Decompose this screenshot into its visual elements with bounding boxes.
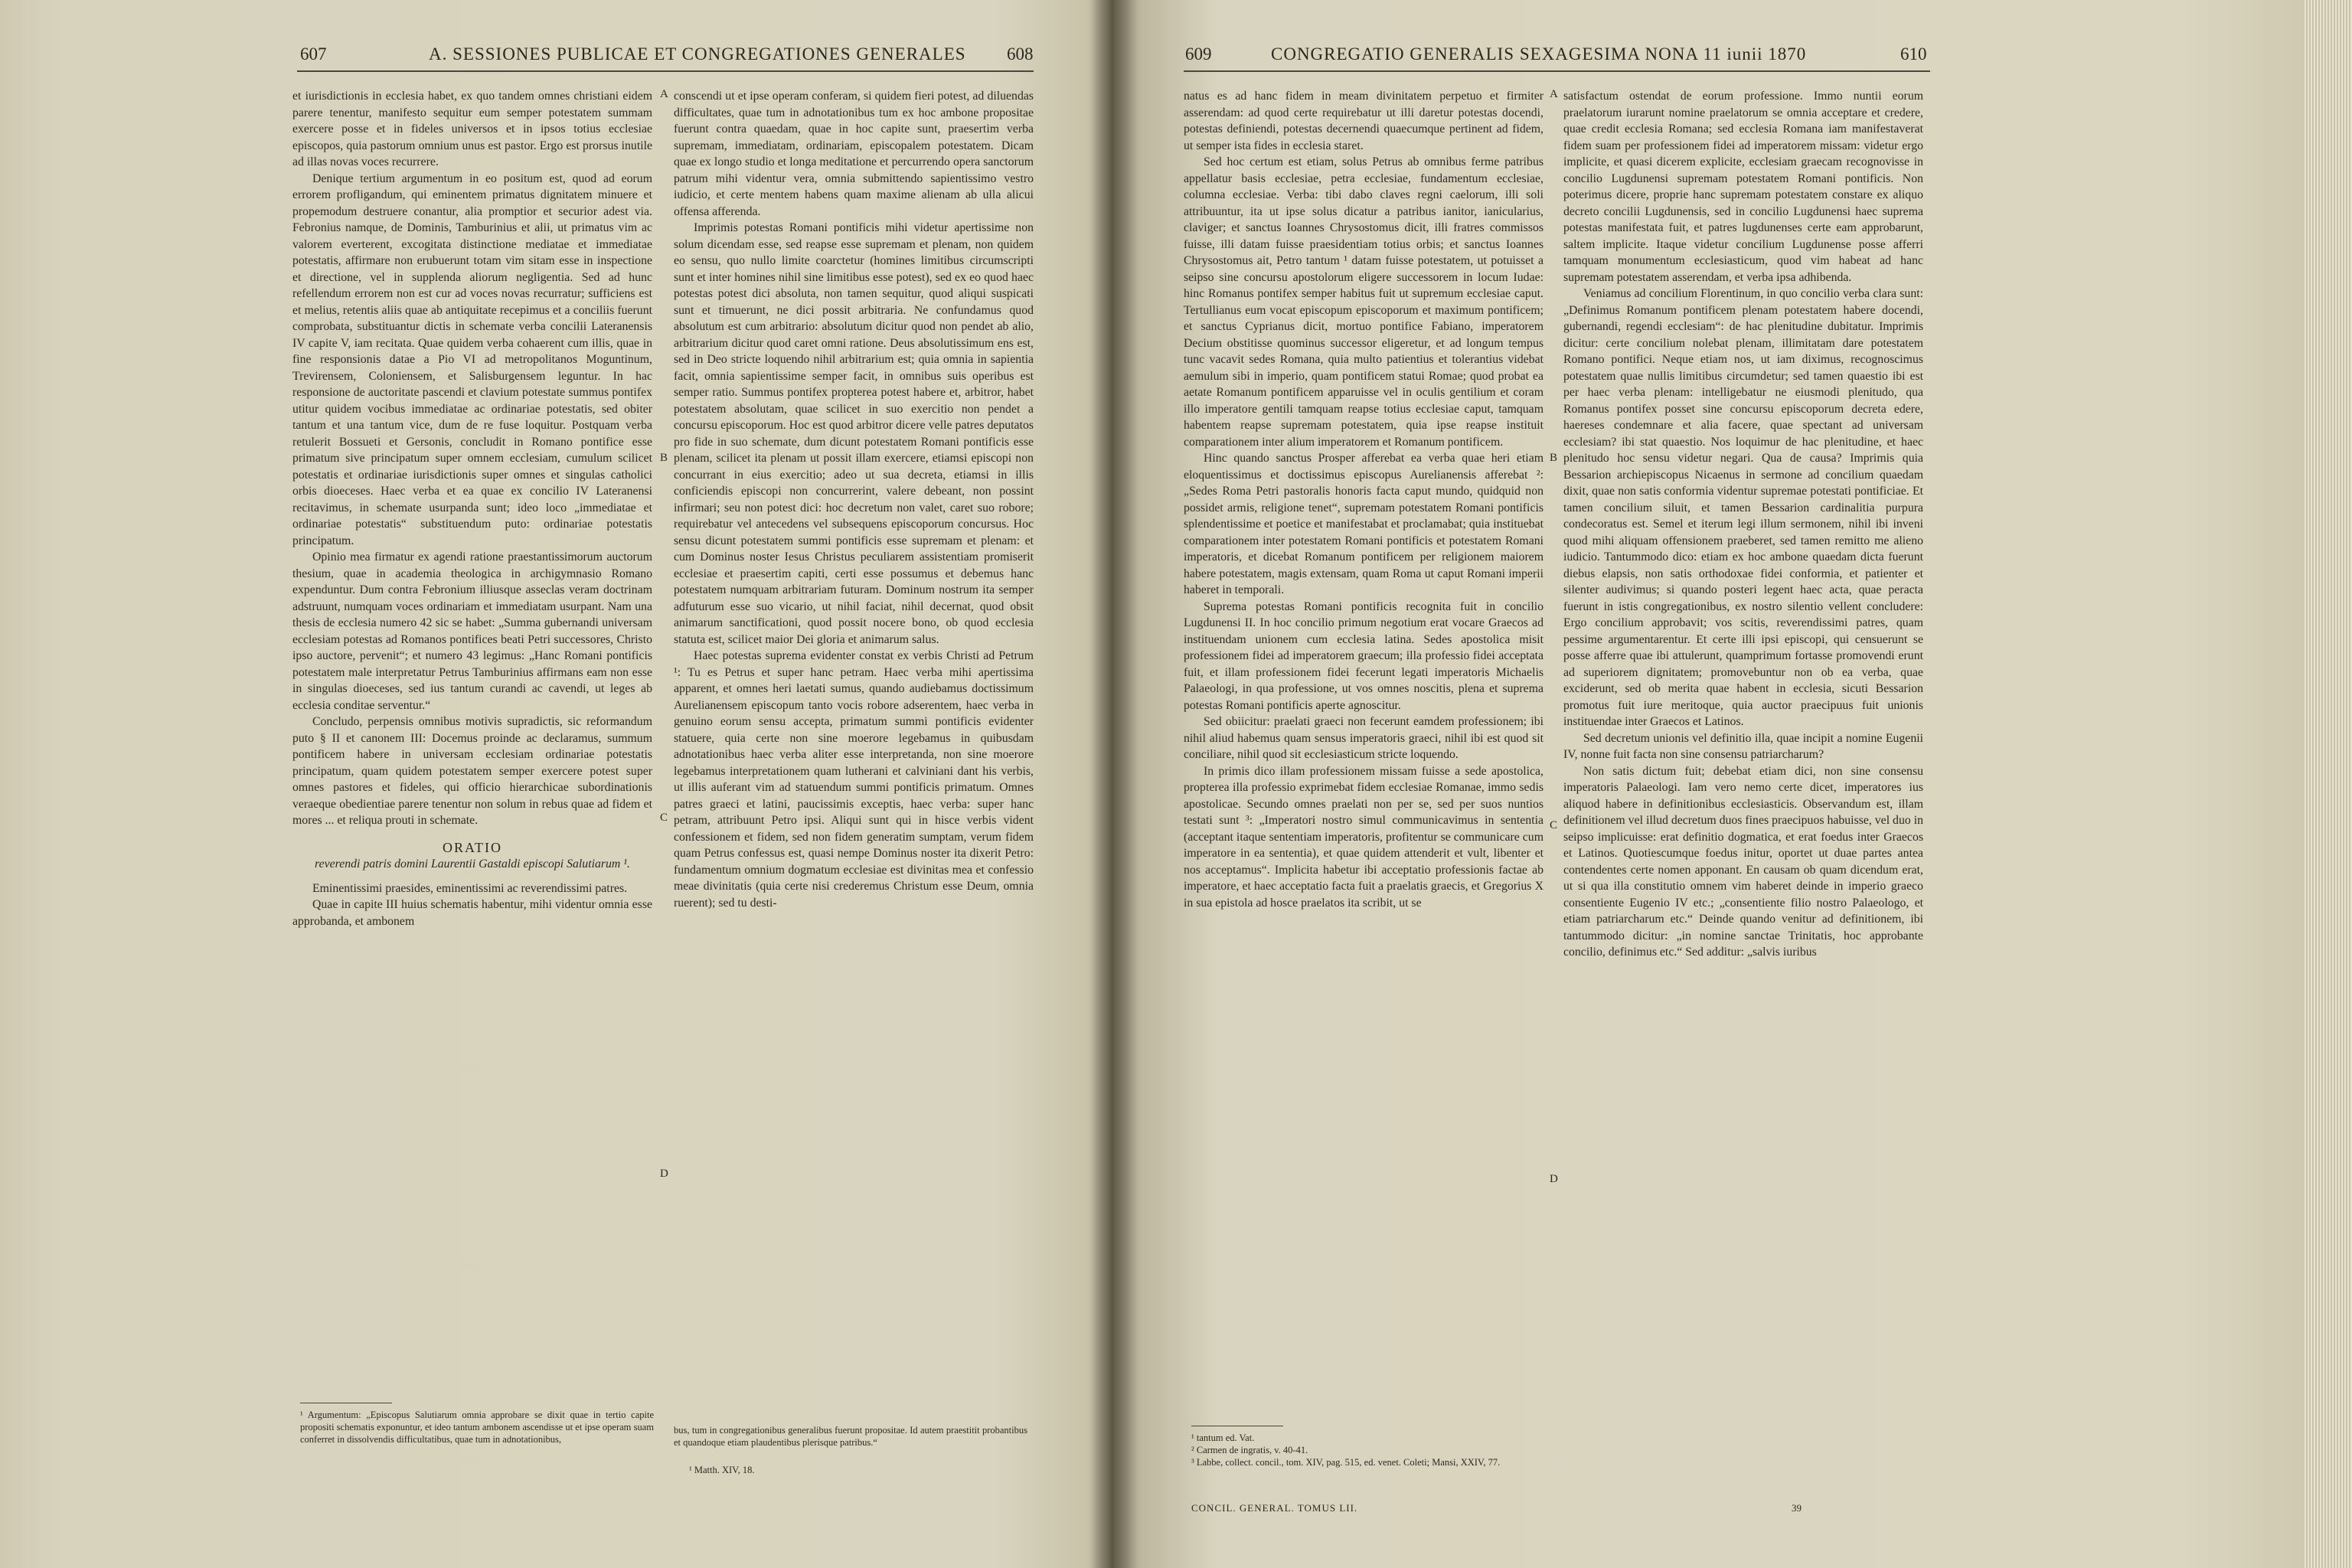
paragraph: Denique tertium argumentum in eo positum est, quod ad eorum errorem profligandum, qui eminentem primatus dignitatem minuere et propemodum destruere conantur, alia promptior et securior adest via. Febronius namque, de Dominis, Tamburinius et alii, ut primatus vim ac valorem everterent, excogitata distinctione mediatae et immediatae potestatis, affirmare non erubuerunt totam vim sitam esse in inspectione et directione, vel in supplenda aliorum negligentia. Sed ad hunc refellendum errorem non est cur ad voces novas recurratur; sufficiens est et melius, retentis aliis quae ab antiquitate recepimus et a conciliis fuerunt comprobata, substituantur dictis in schemate verba concilii Lateranensis IV capite V, iam recitata. Quae quidem verba cohaerent cum illis, quae in fine responsionis datae a Pio VI ad metropolitanos Moguntinum, Trevirensem, Coloniensem, et Salisburgensem leguntur. In hac responsione de auctoritate pascendi et clavium potestate summus pontifex utitur quidem vocibus immediatae ac ordinariae potestatis, sed obiter tantum et una tantum vice, dum de re fuse loquitur. Postquam verba retulerit Bossueti et Gersonis, concludit in Romano pontifice esse primatum sive principatum super omnem ecclesiam, cumulum scilicet potestatis et ordinariae iurisdictionis super omnes et singulas catholici orbis dioeceses. Haec verba et ea quae ex concilio IV Lateranensi recitavimus, in schemate usurpanda sunt; ideo loco „immediatae et ordinariae potestatis“ substituendum puto: ordinariae potestatis principatum. (292, 172, 652, 547)
section-subheading: reverendi patris domini Laurentii Gastaldi episcopi Salutiarum ¹. (315, 858, 630, 871)
paragraph: Quae in capite III huius schematis habentur, mihi videntur omnia esse approbanda, et ambonem (292, 898, 652, 928)
page-number: 609 (1185, 44, 1212, 64)
paragraph: In primis dico illam professionem missam fuisse a sede apostolica, propterea illa professio exprimebat fidem ecclesiae Romanae, immo sedis apostolicae. Secundo omnes praelati non per se, sed per suos nuntios testati sunt ³: „Imperatori nostro simul communicavimus in sententia (acceptant itaque sententiam imperatoris, profitentur se communicare cum imperatore in ea sententia), et quae quidem attenderit et vult, libenter et nos acceptamus“. Implicita habetur ibi acceptatio professionis factae ab imperatore, et haec acceptatio facta fuit a praelatis graecis, et Gregorius X in sua epistola ad hosce praelatos ita scribit, ut se (1184, 764, 1544, 910)
margin-letter: C (660, 812, 668, 824)
signature-mark: CONCIL. GENERAL. TOMUS LII. (1191, 1502, 1358, 1514)
footnote: ¹ tantum ed. Vat. (1191, 1432, 1255, 1443)
paragraph: satisfactum ostendat de eorum professione. Immo nuntii eorum praelatorum iurarunt nomine praelatorum se omnia acceptare et credere, quae credit ecclesia Romana; sed ecclesia Romana iam manifestaverat fidem suam per professionem fidei ad imperatorem missam: videtur ergo implicite, et quasi dicerem explicite, ecclesiam graecam recognovisse in concilio Lugdunensi supremam potestatem Romani pontificis. Non poterimus dicere, proprie hanc supremam potestatem constare ex aliquo decreto concilii Lugdunensis, sed in concilio Lugdunensi haec suprema potestas manifestata fuit, et patres lugdunenses certe eam approbarunt, saltem implicite. Itaque videtur concilium Lugdunense posse afferri tamquam monumentum ecclesiasticum, quod vim habeat ad hanc supremam potestatem asserendam, et verba ipsa adhibenda. (1563, 90, 1923, 284)
margin-letter: C (1550, 819, 1558, 831)
paragraph: Concludo, perpensis omnibus motivis supradictis, sic reformandum puto § II et canonem III: Docemus proinde ac declaramus, summum pontificem habere in universam ecclesiam ordinariae potestatis principatum, quam quidem potestatem semper exercere potest super omnes pastores et fideles, qui officio hierarchicae subordinationis veraeque obedientiae parere tenentur non solum in rebus quae ad fidem et mores ... et reliqua prouti in schemate. (292, 715, 652, 827)
paragraph: Sed decretum unionis vel definitio illa, quae incipit a nomine Eugenii IV, nonne fuit facta non sine consensu patriarcharum? (1563, 731, 1923, 761)
page-number: 608 (1007, 44, 1034, 64)
paragraph: Opinio mea firmatur ex agendi ratione praestantissimorum auctorum thesium, quae in academia theologica in archigymnasio Romano expenduntur. Dum contra Febronium illiusque asseclas veram doctrinam adstruunt, numquam voces ordinariam et immediatam usurpant. Nam una thesis de ecclesia numero 42 sic se habet: „Summa gubernandi universam ecclesiam potestas ad Romanos pontifices beati Petri successores, Christo ipso auctore, pervenit“; et numero 43 legimus: „Hanc Romani pontificis potestatem male interpretatur Petrus Tamburinius affirmans eam non esse in singulas dioeceses, sed ius tantum curandi ac cavendi, ut leges ab ecclesia conditae serventur.“ (292, 550, 652, 712)
paragraph: Eminentissimi praesides, eminentissimi ac reverendissimi patres. (312, 881, 628, 895)
margin-letter: B (660, 452, 668, 464)
column-2 (1563, 88, 1923, 961)
margin-letter: D (660, 1168, 668, 1180)
page-edges (2305, 0, 2352, 1568)
footnote: ³ Labbe, collect. concil., tom. XIV, pag. 515, ed. venet. Coleti; Mansi, XXIV, 77. (1191, 1457, 1501, 1468)
section-heading: ORATIO (443, 839, 502, 855)
margin-letter: A (1550, 88, 1558, 100)
column-1 (292, 88, 652, 929)
footnote: ¹ Matth. XIV, 18. (689, 1465, 755, 1475)
header-rule (297, 70, 1034, 72)
column-1 (1184, 88, 1544, 911)
paragraph: Sed obiicitur: praelati graeci non fecerunt eamdem professionem; ibi nihil aliud habemus quam sensus imperatoris graeci, nihil ibi est quod sit conciliare, nihil quod sit ecclesiasticum stricte loquendo. (1184, 715, 1544, 761)
paragraph: conscendi ut et ipse operam conferam, si quidem fieri potest, ad diluendas difficultates, quae tum in adnotationibus tum ex hoc ambone propositae fuerunt contra quaedam, quae in hoc capite sunt, praesertim verba supremam, immediatam, ordinariam, episcopalem potestatem. Dicam quae ex longo studio et longa meditatione et percurrendo opera sanctorum patrum mihi videntur vera, omnia submittendo sapientissimo vestro iudicio, et certe mentem habens quam maxime alienam ab ulla alicui offensa afferenda. (674, 90, 1034, 218)
book-gutter (1091, 0, 1137, 1568)
paragraph: et iurisdictionis in ecclesia habet, ex quo tandem omnes christiani eidem parere tenentur, manifesto sequitur eum semper potestatem summam exercere posse et in fideles universos et in ipsos totius ecclesiae episcopos, quia pastorum omnium unus est pastor. Ergo est prorsus inutile ad illas novas voces recurrere. (292, 90, 652, 168)
running-head: A. SESSIONES PUBLICAE ET CONGREGATIONES GENERALES (429, 44, 966, 64)
margin-letter: D (1550, 1173, 1558, 1185)
footnote-list (1191, 1432, 1540, 1468)
margin-letter: B (1550, 452, 1558, 464)
page-number: 607 (300, 44, 327, 64)
paragraph: Veniamus ad concilium Florentinum, in quo concilio verba clara sunt: „Definimus Romanum pontificem plenam potestatem habere docendi, gubernandi, regendi ecclesiam“: de hac plenitudine dubitatur. Imprimis dicitur: certe concilium nolebat plenam, illimitatam dare potestatem Romano pontifici. Neque etiam nos, ut iam diximus, recognoscimus potestatem quae nullis limitibus circumdetur; sed tamen quaestio ibi est per haec verba plenam: intelligebatur ne eiusmodi plenitudo, qua Romanus pontifex posset sine concursu episcoporum decreta edere, haereses condemnare et alia facere, quae spectant ad universam ecclesiam? ibi stat quaestio. Nos loquimur de hac plenitudine, et haec plenitudo hoc sensu videtur negari. Qua de causa? Imprimis quia Bessarion archiepiscopus Nicaenus in sermone ad concilium quaedam dixit, quae non satis conformia videntur supremae potestati pontificiae. Et tamen concilium siluit, et tamen Bessarion cardinalitia purpura condecoratus est. Semel et iterum legi illum sermonem, nihil ibi inveni quod mihi aliquam offensionem praeberet, sed tamen remitto me alieno iudicio. Tantummodo dico: etiam ex hoc ambone quaedam dicta fuerunt diebus elapsis, non satis orthodoxae fidei conformia, et patienter et silenter audivimus; si quando posteri legent haec acta, quae peracta fuerunt in istis congregationibus, ex nostro silentio vellent concludere: Ergo concilium approbavit; vos scitis, reverendissimi patres, quam pessime argumentarentur. Et certe illi ipsi episcopi, qui censuerunt se posse afferre quae ibi attulerunt, quamprimum fortasse promovendi erunt ad superiorem dignitatem; promovebuntur non ob ea verba, quae exciderunt, sed ob merita quae habent in ecclesia, sicuti Bessarion promotus fuit iure meritoque, quia auctor praecipuus fuit unionis instituendae inter Graecos et Latinos. (1563, 287, 1923, 728)
paragraph: Non satis dictum fuit; debebat etiam dici, non sine consensu imperatoris Palaeologi. Iam vero nemo certe dicet, imperatores ius aliquod habere in definitionibus ecclesiasticis. Observandum est, illam definitionem vel illud decretum duos fines praecipuos habuisse, vel duo in seipso implicuisse: erat definitio dogmatica, et erat foedus inter Graecos et Latinos. Quotiescumque foedus initur, oportet ut duae partes antea contendentes certe nomen apponant. En causam ob quam dicendum erat, ut si qua illa constitutio omnem vim haberet deinde in imperio graeco consentiente Eugenio IV etc.; „consentiente filio nostro Palaeologo, et etiam patriarcharum etc.“ Deinde quando venitur ad definitionem, ibi tantummodo dicitur: „in nomine sanctae Trinitatis, hoc approbante concilio, definimus etc.“ Sed additur: „salvis iuribus (1563, 764, 1923, 959)
left-page (0, 0, 1110, 1568)
header-rule (1184, 70, 1930, 72)
paragraph: Suprema potestas Romani pontificis recognita fuit in concilio Lugdunensi II. In hoc concilio primum negotium erat vocare Graecos ad instituendam unionem cum ecclesia latina. Sedes apostolica misit professionem fidei ad imperatorem graecum; illa professio fidei acceptata fuit, et illam professionem fidei fecerunt legati imperatoris Michaelis Palaeologi, in qua professione, ut vos omnes noscitis, plena et suprema potestas Romani pontificis aperte agnoscitur. (1184, 599, 1544, 712)
paragraph: Haec potestas suprema evidenter constat ex verbis Christi ad Petrum ¹: Tu es Petrus et super hanc petram. Haec verba mihi apertissima apparent, et omnes heri laetati sumus, quando audiebamus doctissimum Aurelianensem episcopum tanto vocis robore adserentem, haec verba in genuino eorum sensu accepta, primatum summi pontificis evidenter statuere, quia certe non sine moerore legebamus in quibusdam adnotationibus haec verba aliter esse interpretanda, non sine moerore legebamus interpretationem quam lutherani et calviniani dant his verbis, ut illis auferant vim ad statuendum summi pontificis primatum. Omnes patres graeci et latini, paucissimis exceptis, haec verba: super hanc petram, attribuunt Petro ipsi. Aliqui sunt qui in hisce verbis vident confessionem et fidem, sed non fidem generatim sumptam, verum fidem quam Petrus confessus est, quasi nempe Dominus noster ita dixerit Petro: fundamentum omnium dogmatum ecclesiae est divinitas mea et confessio meae divinitatis (quia certe nisi crederemus Christum esse Deum, omnia ruerent); sed tu desti- (674, 649, 1034, 910)
paragraph: Imprimis potestas Romani pontificis mihi videtur apertissime non solum dicendam esse, sed reapse esse supremam et plenam, non quidem eo sensu, quo nullo limite coarctetur (homines limitibus circumscripti sunt et inter homines nihil sine limitibus esse potest), sed ex eo quod haec potestas potest dici absoluta, non tamen sequitur, quod aliqui suspicati sunt et timuerunt, ne dici possit arbitraria. Ne confundamus quod absolutum est cum arbitrario: absolutum dicitur quod non pendet ab alio, arbitrarium dicitur quod caret omni ratione. Deus absolutissimum ens est, sed in Deo stricte loquendo nihil arbitrarium est; quia omnia in sapientia facit, omnia sapientissime semper facit, in omnibus suis operibus est semper ratio. Summus pontifex propterea potest habere et, arbitror, habet potestatem absolutam, quae scilicet in suo exercitio non pendet a concursu episcoporum. Hoc est quod arbitror dicere velle patres deputatos pro fide in suo schemate, dum dicunt potestatem Romani pontificis esse plenam, scilicet ita plenam ut possit illam exercere, etiamsi episcopi non concurrant in eius exercitio; adeo ut sua decreta, etiamsi in illis conficiendis episcopi non concurrerint, valere debeant, non possint infirmari; seu non potest dici: hoc decretum non valet, caret suo robore; requirebatur vel antecedens vel subsequens episcoporum concursus. Hoc sensu dicunt potestatem summi pontificis esse supremam et plenam: et cum Dominus noster Iesus Christus peculiarem assistentiam promiserit ecclesiae et praesertim capiti, certi esse possumus et debemus hanc potestatem numquam arbitrariam futuram. Dominum nostrum ita semper adfuturum esse suo vicario, ut nihil faciat, nihil decernat, quod obsit animarum sanctificationi, quod possit nocere bono, ob quod ecclesia statuta est, scilicet maior Dei gloria et animarum salus. (674, 221, 1034, 646)
page-number: 610 (1900, 44, 1927, 64)
paragraph: Hinc quando sanctus Prosper afferebat ea verba quae heri etiam eloquentissimus et doctissimus episcopus Aurelianensis afferebat ²: „Sedes Roma Petri pastoralis honoris facta caput mundo, quidquid non possidet armis, religione tenet“, supremam potestatem Romani pontificis splendentissime et poetice et manifestabat et proclamabat; quia instituebat comparationem inter potestatem Romani pontificis et potestatem Romani imperatoris, et dicebat Romanum pontificem per religionem maiorem habere potestatem, magis extensam, quam Roma ut caput Romani imperii haberet in temporali. (1184, 452, 1544, 596)
footnote: ¹ Argumentum: „Episcopus Salutiarum omnia approbare se dixit quae in tertio capite propositi schematis exponuntur, et ideo tantum ambonem ascendisse ut et ipse operam suam conferret in dissolvendis difficultatibus, quae tum in adnotationibus, (300, 1410, 654, 1445)
footnote: ² Carmen de ingratis, v. 40-41. (1191, 1445, 1308, 1455)
right-page (1110, 0, 2305, 1568)
footnote: bus, tum in congregationibus generalibus fuerunt propositae. Id autem praestitit probantibus et quandoque etiam plaudentibus plerisque patribus.“ (674, 1425, 1027, 1448)
signature-number: 39 (1792, 1502, 1802, 1514)
paragraph: Sed hoc certum est etiam, solus Petrus ab omnibus ferme patribus appellatur basis ecclesiae, petra ecclesiae, fundamentum ecclesiae, columna ecclesiae. Verba: tibi dabo claves regni caelorum, illi soli attribuuntur, ita ut ipse solus dicatur a patribus ianitor, ianicularius, claviger; et sanctus Ioannes Chrysostomus dicit, illi fratres commissos fuisse, illi datam fuisse praesidentiam totius orbis; et sanctus Ioannes Chrysostomus ait, Petro tantum ¹ datam fuisse potestatem, ut potuisset a seipso sine concursu apostolorum eligere successorem in locum Iudae: hinc Romanus pontifex semper habitus fuit ut supremum ecclesiae caput. Tertullianus eum vocat episcopum episcoporum et maximum pontificem; et sanctus Cyprianus dicit, mortuo pontifice Fabiano, imperatorem Decium obstitisse quominus successor eligeretur, et ad longum tempus tunc vacavit sedes Romana, quia multo patientius et tolerantius videbat aemulum sibi in imperio, quam pontificem statui Romae; quod probat ea aetate Romanum pontificem apparuisse vel in oculis gentilium et coram illo imperatore gentili tamquam reapse totius ecclesiae caput, tamquam habentem reapse supremam potestatem, quia ipse reapse instituit comparationem inter alium imperatorem et Romanum pontificem. (1184, 155, 1544, 449)
paragraph: natus es ad hanc fidem in meam divinitatem perpetuo et firmiter asserendam: ad quod certe requirebatur ut illi daretur potestas docendi, potestas definiendi, potestas decernendi quaecumque pertinent ad fidem, ut semper ista fides in ecclesia staret. (1184, 90, 1544, 152)
column-2 (674, 88, 1034, 911)
margin-letter: A (660, 88, 668, 100)
running-head: CONGREGATIO GENERALIS SEXAGESIMA NONA 11 iunii 1870 (1271, 44, 1807, 64)
